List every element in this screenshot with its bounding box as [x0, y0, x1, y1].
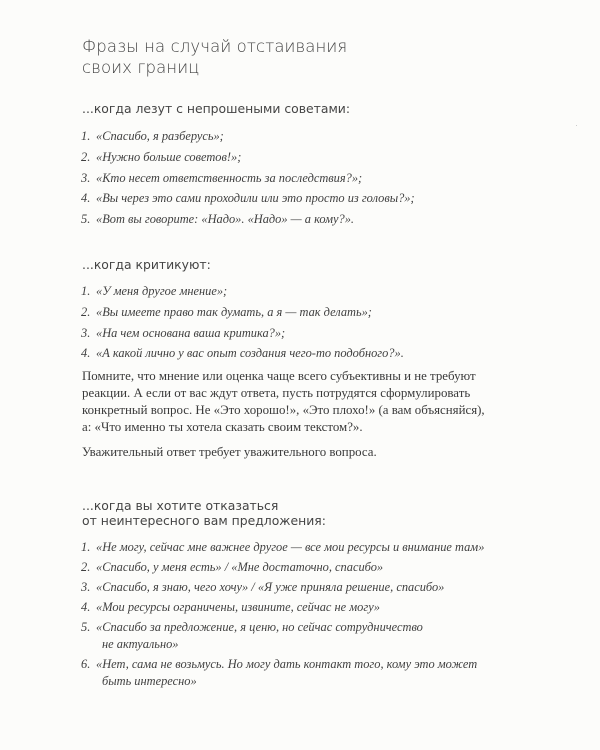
list-item	[81, 281, 404, 302]
section-heading-criticism: ...когда критикуют:	[82, 257, 211, 272]
section-heading-line: от неинтересного вам предложения:	[82, 513, 326, 528]
item-number: 2.	[81, 560, 91, 574]
item-number: 2.	[81, 304, 91, 319]
page-title-line: Фразы на случай отстаивания	[82, 37, 348, 56]
list-item	[81, 323, 404, 344]
item-text: «Вы имеете право так думать, а я — так делать»;	[96, 304, 372, 319]
item-text: «Вот вы говорите: «Надо». «Надо» — а кому?».	[96, 212, 355, 227]
page-title	[82, 36, 347, 78]
list-item	[81, 619, 484, 653]
paragraph-line: конкретный вопрос. Не «Это хорошо!», «Это плохо!» (а вам объясняйся),	[82, 403, 485, 417]
item-number: 3.	[81, 325, 91, 340]
page-title-line: своих границ	[82, 58, 200, 77]
list-item	[81, 209, 415, 230]
scan-mark	[576, 125, 577, 126]
item-text-continuation: не актуально»	[102, 637, 179, 651]
item-number: 5.	[81, 212, 91, 227]
item-text: «Спасибо, я разберусь»;	[96, 129, 224, 143]
list-item	[81, 302, 404, 323]
item-text-continuation: быть интересно»	[102, 674, 197, 688]
item-text: «Спасибо за предложение, я ценю, но сейчас сотрудничество	[96, 620, 423, 634]
criticism-phrase-list	[81, 281, 404, 364]
list-item	[81, 559, 484, 576]
list-item	[81, 579, 484, 596]
list-item	[81, 599, 484, 616]
item-number: 2.	[81, 149, 91, 164]
item-number: 4.	[81, 600, 91, 614]
item-number: 1.	[81, 129, 91, 143]
item-number: 5.	[81, 620, 91, 634]
item-number: 1.	[81, 540, 91, 554]
list-item	[81, 343, 404, 364]
list-item	[81, 126, 415, 147]
advice-phrase-list	[81, 126, 415, 230]
item-number: 4.	[81, 191, 91, 206]
item-text: «Спасибо, у меня есть» / «Мне достаточно, спасибо»	[96, 560, 384, 574]
section-heading-line: ...когда вы хотите отказаться	[82, 498, 279, 513]
item-text: «Нет, сама не возьмусь. Но могу дать контакт того, кому это может	[96, 657, 478, 671]
list-item	[81, 147, 415, 168]
item-text: «А какой лично у вас опыт создания чего-то подобного?».	[96, 346, 404, 361]
list-item	[81, 656, 484, 690]
paragraph-line: реакции. А если от вас ждут ответа, пусть потрудятся сформулировать	[82, 386, 471, 400]
item-text: «Мои ресурсы ограничены, извините, сейчас не могу»	[96, 600, 380, 614]
paragraph-respectful-answer: Уважительный ответ требует уважительного вопроса.	[82, 445, 377, 459]
item-number: 3.	[81, 580, 91, 594]
section-heading-advice: ...когда лезут с непрошеными советами:	[82, 101, 351, 116]
item-text: «Нужно больше советов!»;	[96, 149, 242, 164]
item-number: 3.	[81, 170, 91, 185]
item-text: «На чем основана ваша критика?»;	[96, 325, 286, 340]
item-number: 6.	[81, 657, 91, 671]
paragraph-line: Помните, что мнение или оценка чаще всего субъективны и не требуют	[82, 369, 476, 383]
item-number: 4.	[81, 346, 91, 361]
item-number: 1.	[81, 284, 91, 298]
item-text: «Кто несет ответственность за последствия?»;	[96, 170, 363, 185]
list-item	[81, 539, 484, 556]
list-item	[81, 188, 415, 209]
item-text: «Вы через это сами проходили или это просто из головы?»;	[96, 191, 415, 206]
section-heading-refusal	[82, 498, 326, 528]
refusal-phrase-list	[81, 539, 484, 690]
list-item	[81, 168, 415, 189]
item-text: «У меня другое мнение»;	[96, 284, 228, 298]
paragraph-line: а: «Что именно ты хотела сказать своим текстом?».	[82, 420, 363, 434]
paragraph-subjective-opinion	[82, 368, 532, 436]
item-text: «Не могу, сейчас мне важнее другое — все мои ресурсы и внимание там»	[96, 540, 485, 554]
item-text: «Спасибо, я знаю, чего хочу» / «Я уже приняла решение, спасибо»	[96, 580, 445, 594]
